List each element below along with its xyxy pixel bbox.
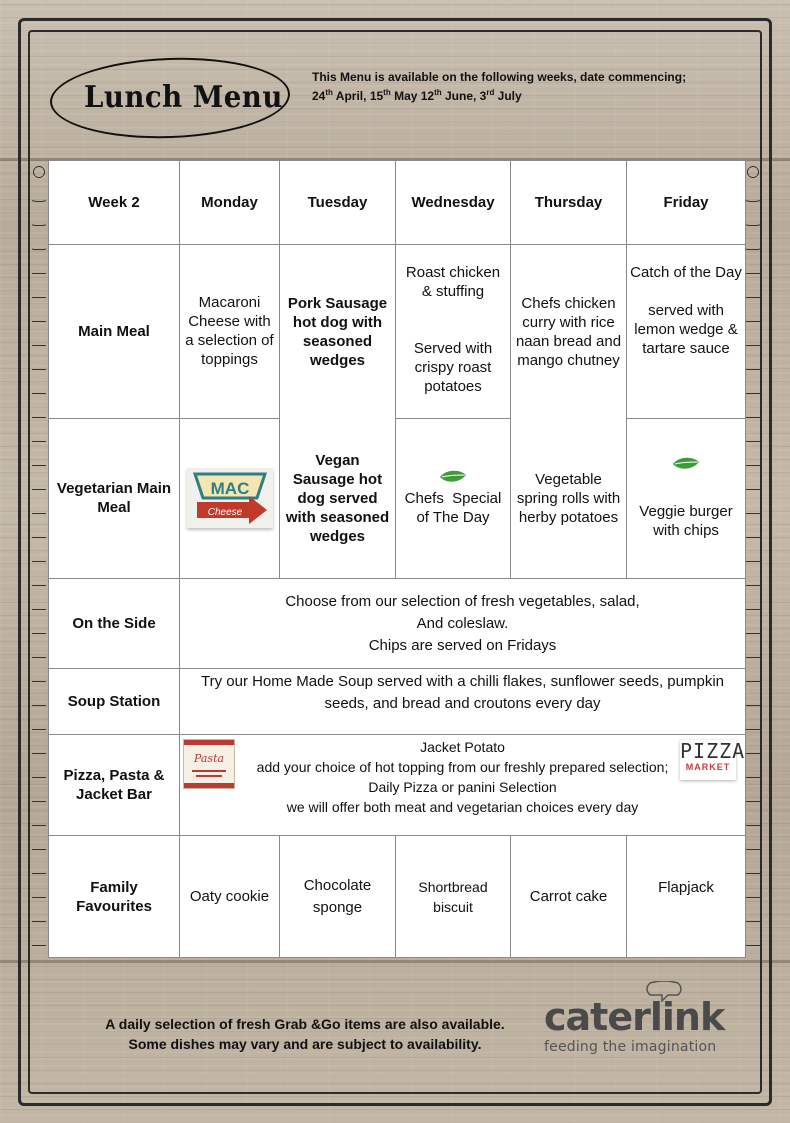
footer-line-1: A daily selection of fresh Grab &Go items are also available. <box>105 1016 505 1032</box>
family-friday: Flapjack <box>627 836 746 958</box>
brand-name: caterlink <box>544 995 725 1039</box>
main-friday <box>627 245 746 419</box>
row-label-main-meal: Main Meal <box>49 245 180 419</box>
table-header-row <box>49 161 746 245</box>
on-the-side-row <box>49 579 746 669</box>
vegetarian-leaf-icon <box>671 456 701 472</box>
main-wednesday-dish: Roast chicken & stuffing <box>405 264 501 300</box>
availability-notice <box>312 70 762 104</box>
veg-thursday <box>514 418 623 578</box>
pizza-logo-bottom: MARKET <box>685 762 731 772</box>
main-wednesday <box>396 245 511 419</box>
veg-thursday-text: Vegetable spring rolls with herby potatoes <box>516 470 621 526</box>
speech-bubble-icon <box>644 981 684 1003</box>
veg-tuesday-text: Vegan Sausage hot dog served with seasoned wedges <box>285 451 390 545</box>
mac-logo-bottom: Cheese <box>207 507 242 519</box>
main-tuesday-text: Pork Sausage hot dog with seasoned wedges <box>287 294 388 369</box>
main-friday-side: served with lemon wedge & tartare sauce <box>634 302 738 357</box>
footer-line-2: Some dishes may vary and are subject to availability. <box>128 1036 482 1052</box>
side-line-2: And coleslaw. <box>416 614 509 632</box>
footer-notice <box>70 1014 540 1054</box>
family-tuesday: Chocolate sponge <box>280 836 396 958</box>
pasta-logo-graphic <box>184 740 234 788</box>
row-label-family: Family Favourites <box>49 836 180 958</box>
vegetarian-leaf-icon <box>438 469 468 485</box>
veg-friday-text: Veggie burger with chips <box>639 503 733 540</box>
row-label-vegetarian: Vegetarian Main Meal <box>49 418 180 578</box>
side-line-3: Chips are served on Fridays <box>368 636 557 654</box>
veg-monday <box>180 418 280 578</box>
bar-description <box>180 735 746 836</box>
main-tuesday <box>283 245 392 418</box>
main-veg-tuesday-cell <box>280 245 396 579</box>
day-monday: Monday <box>180 161 280 245</box>
day-friday: Friday <box>627 161 746 245</box>
bar-line-2: add your choice of hot topping from our freshly prepared selection; <box>256 759 669 775</box>
main-meal-row <box>49 245 746 419</box>
main-wednesday-side: Served with crispy roast potatoes <box>413 340 493 395</box>
veg-wednesday-text: Chefs Special of The Day <box>404 490 506 527</box>
row-label-on-the-side: On the Side <box>49 579 180 669</box>
brand-tagline: feeding the imagination <box>544 1039 717 1055</box>
pizza-market-logo <box>680 739 746 780</box>
side-line-1: Choose from our selection of fresh vegetables, salad, <box>285 592 640 610</box>
decorative-border-right <box>746 160 760 960</box>
bar-line-3: Daily Pizza or panini Selection <box>368 779 557 795</box>
family-monday: Oaty cookie <box>180 836 280 958</box>
main-thursday-text: Chefs chicken curry with rice naan bread and mango chutney <box>515 294 622 369</box>
soup-station-row <box>49 669 746 735</box>
decorative-border-left <box>32 160 46 960</box>
family-thursday: Carrot cake <box>511 836 627 958</box>
main-monday: Macaroni Cheese with a selection of toppings <box>180 245 280 419</box>
soup-description: Try our Home Made Soup served with a chilli flakes, sunflower seeds, pumpkin seeds, and bread and croutons every day <box>180 669 746 735</box>
week-label: Week 2 <box>49 161 180 245</box>
main-thursday <box>514 245 623 418</box>
family-wednesday: Shortbread biscuit <box>396 836 511 958</box>
veg-friday <box>627 418 746 578</box>
bar-line-4: we will offer both meat and vegetarian choices every day <box>286 799 639 815</box>
side-description <box>180 579 746 669</box>
pizza-logo-top: PIZZA <box>680 739 746 763</box>
day-wednesday: Wednesday <box>396 161 511 245</box>
row-label-pizza-bar: Pizza, Pasta & Jacket Bar <box>49 735 180 836</box>
veg-wednesday <box>396 418 511 578</box>
pasta-logo-text: Pasta <box>193 752 225 765</box>
bar-line-1: Jacket Potato <box>420 739 505 755</box>
mac-logo-top: MAC <box>210 479 249 499</box>
day-tuesday: Tuesday <box>280 161 396 245</box>
main-friday-dish: Catch of the Day <box>630 264 742 281</box>
menu-table <box>48 160 746 958</box>
mac-and-cheese-logo <box>187 468 273 528</box>
family-favourites-row <box>49 836 746 958</box>
pizza-pasta-row <box>49 735 746 836</box>
day-thursday: Thursday <box>511 161 627 245</box>
pasta-logo <box>183 739 235 789</box>
vegetarian-row <box>49 418 746 578</box>
row-label-soup-station: Soup Station <box>49 669 180 735</box>
page-title: Lunch Menu <box>84 80 283 115</box>
veg-tuesday <box>283 418 392 578</box>
main-veg-thursday-cell <box>511 245 627 579</box>
notice-line-1: This Menu is available on the following weeks, date commencing; <box>312 70 687 84</box>
notice-line-2: 24th April, 15th May 12th June, 3rd July <box>312 88 522 103</box>
mac-logo-graphic <box>187 468 273 528</box>
caterlink-logo <box>544 995 744 1055</box>
